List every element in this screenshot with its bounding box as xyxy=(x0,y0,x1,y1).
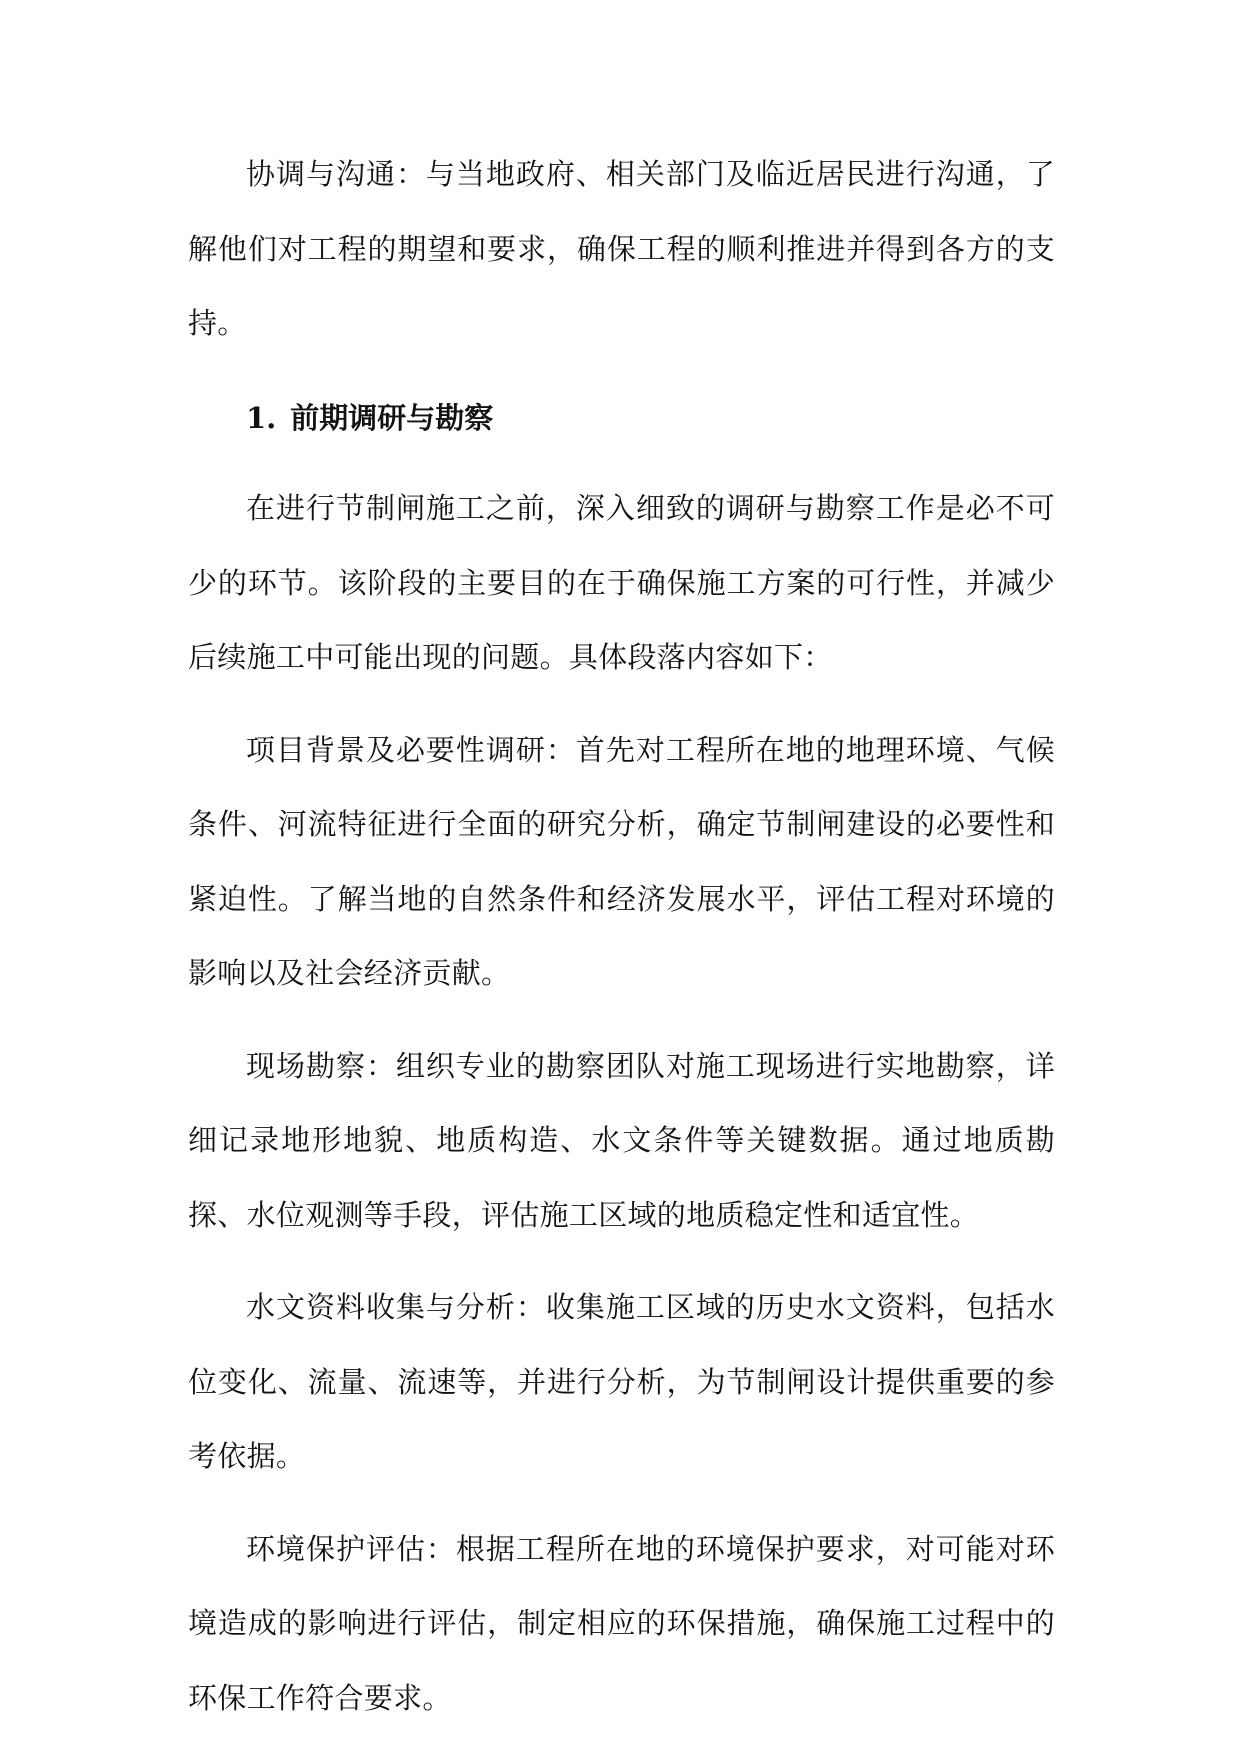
section-heading xyxy=(188,381,1055,456)
spacer xyxy=(188,1494,1055,1512)
paragraph-site-survey: 现场勘察：组织专业的勘察团队对施工现场进行实地勘察，详细记录地形地貌、地质构造、水文条件等关键数据。通过地质勘探、水位观测等手段，评估施工区域的地质稳定性和适宜性。 xyxy=(188,1048,1055,1232)
paragraph-hydrology: 水文资料收集与分析：收集施工区域的历史水文资料，包括水位变化、流量、流速等，并进行分析，为节制闸设计提供重要的参考依据。 xyxy=(188,1290,1055,1473)
paragraph-overview: 在进行节制闸施工之前，深入细致的调研与勘察工作是必不可少的环节。该阶段的主要目的在于确保施工方案的可行性，并减少后续施工中可能出现的问题。具体段落内容如下： xyxy=(188,491,1055,674)
spacer xyxy=(188,455,1055,471)
spacer xyxy=(188,695,1055,713)
section-title: 前期调研与勘察 xyxy=(290,400,494,435)
paragraph-environment: 环境保护评估：根据工程所在地的环境保护要求，对可能对环境造成的影响进行评估，制定相应的环保措施，确保施工过程中的环保工作符合要求。 xyxy=(188,1531,1055,1715)
document-body xyxy=(188,137,1055,1735)
paragraph-coordination: 协调与沟通：与当地政府、相关部门及临近居民进行沟通，了解他们对工程的期望和要求，确保工程的顺利推进并得到各方的支持。 xyxy=(188,157,1055,340)
section-number: 1. xyxy=(246,400,277,435)
paragraph-background-research: 项目背景及必要性调研：首先对工程所在地的地理环境、气候条件、河流特征进行全面的研究分析，确定节制闸建设的必要性和紧迫性。了解当地的自然条件和经济发展水平，评估工程对环境的影响以及社会经济贡献。 xyxy=(188,732,1055,990)
spacer xyxy=(188,361,1055,381)
spacer xyxy=(188,1011,1055,1029)
spacer xyxy=(188,1252,1055,1270)
